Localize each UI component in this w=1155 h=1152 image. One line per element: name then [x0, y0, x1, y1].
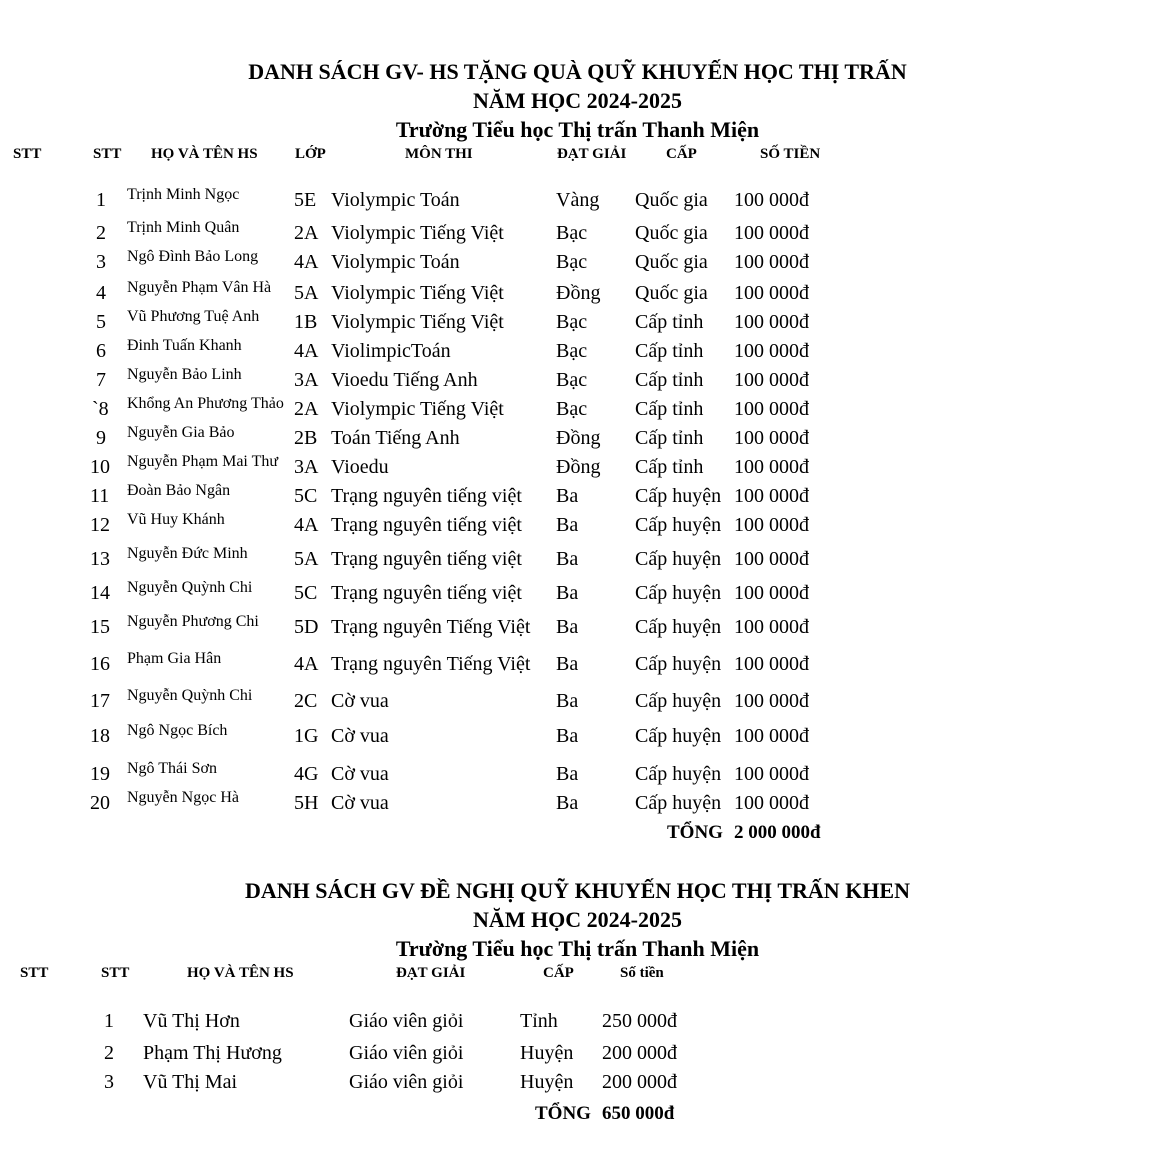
- cell-prize: Bạc: [556, 222, 588, 244]
- cell-subject: Toán Tiếng Anh: [331, 427, 460, 449]
- cell-name: Trịnh Minh Quân: [127, 219, 240, 236]
- cell-subject: Violympic Tiếng Việt: [331, 398, 504, 420]
- cell-name: Khổng An Phương Thảo: [127, 395, 284, 412]
- cell-level: Quốc gia: [635, 282, 708, 304]
- cell-amount: 200 000đ: [602, 1042, 677, 1064]
- cell-prize: Bạc: [556, 340, 588, 362]
- cell-amount: 100 000đ: [734, 311, 809, 333]
- cell-stt: 6: [96, 340, 106, 362]
- s2-header-name: HỌ VÀ TÊN HS: [187, 965, 294, 981]
- header-subject: MÔN THI: [405, 146, 473, 162]
- cell-level: Cấp huyện: [635, 653, 722, 675]
- header-level: CẤP: [666, 146, 697, 162]
- cell-stt: `8: [92, 398, 109, 420]
- cell-stt: 5: [96, 311, 106, 333]
- cell-level: Cấp huyện: [635, 725, 722, 747]
- cell-name: Phạm Gia Hân: [127, 650, 222, 667]
- cell-class: 1G: [294, 725, 319, 747]
- cell-stt: 2: [96, 222, 106, 244]
- cell-amount: 100 000đ: [734, 514, 809, 536]
- cell-name: Nguyễn Quỳnh Chi: [127, 687, 253, 704]
- cell-subject: Trạng nguyên tiếng việt: [331, 485, 522, 507]
- cell-class: 2C: [294, 690, 318, 712]
- cell-class: 5D: [294, 616, 319, 638]
- cell-amount: 100 000đ: [734, 456, 809, 478]
- cell-subject: Trạng nguyên Tiếng Việt: [331, 616, 531, 638]
- cell-prize: Ba: [556, 653, 579, 675]
- cell-level: Huyện: [520, 1071, 574, 1093]
- cell-level: Quốc gia: [635, 222, 708, 244]
- cell-subject: ViolimpicToán: [331, 340, 451, 362]
- cell-level: Cấp tỉnh: [635, 369, 704, 391]
- cell-name: Phạm Thị Hương: [143, 1042, 282, 1064]
- cell-subject: Trạng nguyên tiếng việt: [331, 582, 522, 604]
- cell-amount: 100 000đ: [734, 690, 809, 712]
- cell-subject: Cờ vua: [331, 725, 389, 747]
- cell-level: Cấp tỉnh: [635, 456, 704, 478]
- cell-name: Nguyễn Bảo Linh: [127, 366, 242, 383]
- cell-amount: 100 000đ: [734, 222, 809, 244]
- section1-title: DANH SÁCH GV- HS TẶNG QUÀ QUỸ KHUYẾN HỌC THỊ TRẤN: [248, 59, 907, 84]
- section1-school: Trường Tiểu học Thị trấn Thanh Miện: [395, 117, 760, 142]
- cell-prize: Giáo viên giỏi: [349, 1071, 464, 1093]
- cell-prize: Ba: [556, 582, 579, 604]
- cell-amount: 100 000đ: [734, 548, 809, 570]
- cell-level: Cấp huyện: [635, 548, 722, 570]
- cell-name: Nguyễn Ngọc Hà: [127, 789, 239, 806]
- header-class: LỚP: [295, 146, 326, 162]
- cell-amount: 100 000đ: [734, 427, 809, 449]
- cell-prize: Ba: [556, 792, 579, 814]
- cell-amount: 200 000đ: [602, 1071, 677, 1093]
- cell-name: Ngô Đình Bảo Long: [127, 248, 259, 265]
- cell-class: 4G: [294, 763, 319, 785]
- cell-name: Đinh Tuấn Khanh: [127, 337, 242, 354]
- cell-class: 4A: [294, 251, 319, 273]
- cell-subject: Trạng nguyên tiếng việt: [331, 514, 522, 536]
- cell-prize: Bạc: [556, 398, 588, 420]
- cell-level: Cấp huyện: [635, 616, 722, 638]
- cell-class: 3A: [294, 456, 319, 478]
- s2-header-stt-outer: STT: [20, 965, 49, 981]
- section2-total-label: TỔNG: [535, 1103, 591, 1124]
- cell-prize: Ba: [556, 763, 579, 785]
- cell-level: Cấp huyện: [635, 690, 722, 712]
- cell-prize: Đồng: [556, 282, 601, 304]
- cell-class: 2A: [294, 398, 319, 420]
- cell-amount: 100 000đ: [734, 582, 809, 604]
- cell-name: Vũ Phương Tuệ Anh: [127, 308, 260, 325]
- cell-subject: Violympic Tiếng Việt: [331, 311, 504, 333]
- cell-class: 4A: [294, 653, 319, 675]
- cell-stt: 4: [96, 282, 106, 304]
- cell-stt: 17: [90, 690, 110, 712]
- cell-level: Cấp tỉnh: [635, 427, 704, 449]
- cell-subject: Cờ vua: [331, 763, 389, 785]
- cell-prize: Ba: [556, 548, 579, 570]
- cell-level: Cấp huyện: [635, 514, 722, 536]
- cell-class: 2B: [294, 427, 318, 449]
- cell-prize: Giáo viên giỏi: [349, 1010, 464, 1032]
- cell-amount: 100 000đ: [734, 725, 809, 747]
- cell-class: 5H: [294, 792, 319, 814]
- cell-level: Cấp tỉnh: [635, 398, 704, 420]
- cell-class: 4A: [294, 514, 319, 536]
- cell-level: Cấp tỉnh: [635, 340, 704, 362]
- cell-class: 5E: [294, 189, 317, 211]
- cell-name: Nguyễn Gia Bảo: [127, 424, 235, 441]
- cell-prize: Bạc: [556, 251, 588, 273]
- cell-subject: Violympic Toán: [331, 189, 460, 211]
- cell-amount: 100 000đ: [734, 485, 809, 507]
- cell-name: Vũ Thị Mai: [143, 1071, 238, 1093]
- cell-stt: 11: [90, 485, 110, 507]
- cell-stt: 12: [90, 514, 110, 536]
- cell-stt: 14: [90, 582, 110, 604]
- cell-stt: 3: [96, 251, 106, 273]
- cell-stt: 20: [90, 792, 110, 814]
- section2-total-value: 650 000đ: [602, 1103, 675, 1124]
- cell-stt: 2: [104, 1042, 114, 1064]
- cell-class: 3A: [294, 369, 319, 391]
- cell-subject: Violympic Toán: [331, 251, 460, 273]
- cell-class: 5C: [294, 485, 318, 507]
- cell-stt: 10: [90, 456, 110, 478]
- cell-name: Đoàn Bảo Ngân: [127, 482, 231, 499]
- section1-year: NĂM HỌC 2024-2025: [473, 88, 682, 113]
- cell-level: Quốc gia: [635, 189, 708, 211]
- section2-year: NĂM HỌC 2024-2025: [473, 907, 682, 932]
- cell-stt: 16: [90, 653, 110, 675]
- cell-level: Cấp huyện: [635, 792, 722, 814]
- cell-level: Huyện: [520, 1042, 574, 1064]
- cell-class: 2A: [294, 222, 319, 244]
- cell-level: Quốc gia: [635, 251, 708, 273]
- cell-stt: 19: [90, 763, 110, 785]
- cell-subject: Violympic Tiếng Việt: [331, 222, 504, 244]
- section1-total-value: 2 000 000đ: [734, 822, 821, 843]
- cell-level: Cấp huyện: [635, 582, 722, 604]
- cell-amount: 100 000đ: [734, 653, 809, 675]
- cell-name: Nguyễn Phạm Vân Hà: [127, 279, 272, 296]
- cell-prize: Đồng: [556, 427, 601, 449]
- header-name: HỌ VÀ TÊN HS: [151, 146, 258, 162]
- cell-stt: 13: [90, 548, 110, 570]
- cell-amount: 100 000đ: [734, 282, 809, 304]
- cell-level: Cấp huyện: [635, 763, 722, 785]
- cell-class: 5C: [294, 582, 318, 604]
- header-stt: STT: [93, 146, 122, 162]
- cell-stt: 7: [96, 369, 106, 391]
- cell-name: Nguyễn Phương Chi: [127, 613, 259, 630]
- cell-name: Ngô Thái Sơn: [127, 760, 217, 777]
- cell-subject: Vioedu: [331, 456, 389, 478]
- cell-stt: 9: [96, 427, 106, 449]
- cell-prize: Vàng: [556, 189, 600, 211]
- cell-subject: Vioedu Tiếng Anh: [331, 369, 478, 391]
- cell-subject: Cờ vua: [331, 792, 389, 814]
- cell-subject: Violympic Tiếng Việt: [331, 282, 504, 304]
- cell-class: 5A: [294, 548, 319, 570]
- cell-prize: Đồng: [556, 456, 601, 478]
- cell-class: 1B: [294, 311, 318, 333]
- cell-amount: 100 000đ: [734, 763, 809, 785]
- s2-header-prize: ĐẠT GIẢI: [396, 965, 466, 981]
- cell-level: Cấp tỉnh: [635, 311, 704, 333]
- cell-subject: Trạng nguyên Tiếng Việt: [331, 653, 531, 675]
- cell-name: Vũ Huy Khánh: [127, 511, 225, 528]
- cell-name: Ngô Ngọc Bích: [127, 722, 228, 739]
- cell-prize: Ba: [556, 690, 579, 712]
- cell-stt: 18: [90, 725, 110, 747]
- cell-prize: Bạc: [556, 311, 588, 333]
- cell-subject: Trạng nguyên tiếng việt: [331, 548, 522, 570]
- cell-amount: 100 000đ: [734, 792, 809, 814]
- cell-stt: 1: [96, 189, 106, 211]
- cell-amount: 100 000đ: [734, 251, 809, 273]
- cell-prize: Bạc: [556, 369, 588, 391]
- section1-total-label: TỔNG: [667, 822, 723, 843]
- section2-title: DANH SÁCH GV ĐỀ NGHỊ QUỸ KHUYẾN HỌC THỊ TRẤN KHEN: [245, 878, 910, 903]
- cell-name: Vũ Thị Hơn: [143, 1010, 240, 1032]
- cell-stt: 3: [104, 1071, 114, 1093]
- cell-amount: 100 000đ: [734, 340, 809, 362]
- cell-name: Nguyễn Quỳnh Chi: [127, 579, 253, 596]
- header-stt-outer: STT: [13, 146, 42, 162]
- cell-subject: Cờ vua: [331, 690, 389, 712]
- cell-class: 4A: [294, 340, 319, 362]
- header-prize: ĐẠT GIẢI: [557, 146, 627, 162]
- cell-amount: 100 000đ: [734, 189, 809, 211]
- cell-prize: Giáo viên giỏi: [349, 1042, 464, 1064]
- cell-stt: 1: [104, 1010, 114, 1032]
- cell-amount: 100 000đ: [734, 369, 809, 391]
- cell-stt: 15: [90, 616, 110, 638]
- cell-amount: 250 000đ: [602, 1010, 677, 1032]
- section2-school: Trường Tiểu học Thị trấn Thanh Miện: [395, 936, 760, 961]
- cell-prize: Ba: [556, 616, 579, 638]
- cell-prize: Ba: [556, 725, 579, 747]
- cell-name: Nguyễn Phạm Mai Thư: [127, 453, 279, 470]
- cell-class: 5A: [294, 282, 319, 304]
- cell-prize: Ba: [556, 514, 579, 536]
- cell-level: Cấp huyện: [635, 485, 722, 507]
- s2-header-amount: Số tiền: [620, 965, 664, 981]
- cell-prize: Ba: [556, 485, 579, 507]
- s2-header-level: CẤP: [543, 965, 574, 981]
- cell-amount: 100 000đ: [734, 616, 809, 638]
- cell-name: Nguyễn Đức Minh: [127, 545, 248, 562]
- s2-header-stt: STT: [101, 965, 130, 981]
- cell-name: Trịnh Minh Ngọc: [127, 186, 240, 203]
- cell-amount: 100 000đ: [734, 398, 809, 420]
- header-amount: SỐ TIỀN: [760, 146, 821, 162]
- cell-level: Tỉnh: [520, 1010, 558, 1032]
